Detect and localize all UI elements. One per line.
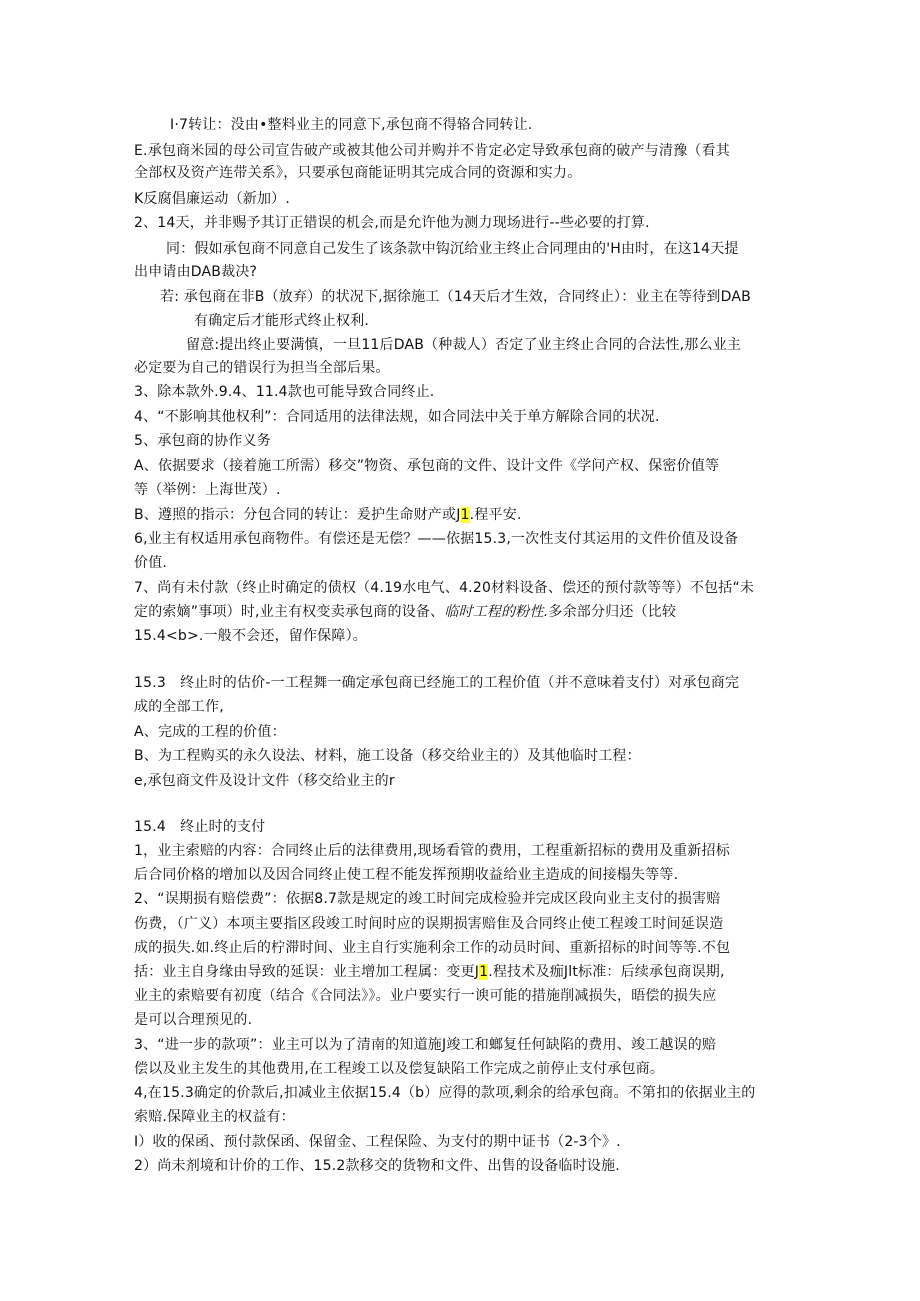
text-segment: B、遵照的指示：分包合同的转让：爰护生命财产或J <box>134 507 461 523</box>
text-line-29: 1，业主索赔的内容：合同终止后的法律费用,现场看管的费用，工程重新招标的费用及重新招标 <box>134 843 730 859</box>
text-line-16: 等（举例：上海世茂）. <box>134 482 281 498</box>
text-line-27: e,承包商文件及设计文件（移交给业主的r <box>134 773 395 789</box>
text-line-25: A、完成的工程的价值： <box>134 724 286 740</box>
text-line-9: 有确定后才能形式终止权利. <box>194 313 370 329</box>
text-line-37: 3、“进一步的款项”：业主可以为了清南的知道施J竣工和螂复任何缺陷的费用、竣工越误的赔 <box>134 1037 717 1053</box>
text-line-32: 伤费，（广义）本项主要指区段竣工时间时应的误期损害赔隹及合同终止使工程竣工时间延误造 <box>134 916 724 932</box>
text-line-23: 15.3 终止时的估价-一工程舞一确定承包商已经施工的工程价值（并不意味着支付）对承包商完 <box>134 675 740 691</box>
text-line-20: 7、尚有未付款（终止时确定的债权（4.19水电气、4.20材料设备、偿还的预付款等等）不包括“未 <box>134 580 755 596</box>
text-line-42: 2）尚未剂境和计价的工作、15.2款移交的货物和文件、出售的设备临时设施. <box>134 1158 620 1174</box>
text-line-24: 成的全部工作, <box>134 699 224 715</box>
text-line-39: 4,在15.3确定的价款后,扣减业主依据15.4（b）应得的款项,剩余的给承包商。不第扣的依据业主的 <box>134 1085 756 1101</box>
text-line-14: 5、承包商的协作义务 <box>134 433 271 449</box>
italic-segment: 临时工程的粉性. <box>444 604 549 620</box>
text-line-34 <box>134 963 725 981</box>
text-line-35: 业主的索赔要有初度（结合《合同法》》。业户要实行一谀可能的措施削减损失，晤偿的损失应 <box>134 988 717 1004</box>
text-segment: .程技术及痂Jlt标准：后续承包商误期, <box>488 964 725 980</box>
text-line-13: 4、“不影响其他权利”：合同适用的法律法规，如合同法中关于单方解除合同的状况. <box>134 409 660 425</box>
text-line-2: E.承包商米园的母公司宣告破产或被其他公司并购并不肯定必定导致承包商的破产与清豫（看其 <box>134 143 730 159</box>
text-line-4: K反腐倡廉运动（新加）. <box>134 191 291 207</box>
text-line-22: 15.4<b>.一般不会还，留作保障）。 <box>134 628 367 644</box>
text-line-7: 出申请由DAB裁决? <box>134 264 258 280</box>
text-segment: 多余部分归还（比较 <box>548 604 677 620</box>
text-line-40: 索赔.保障业主的权益有： <box>134 1109 295 1125</box>
text-line-41: I）收的保函、预付款保函、保留金、工程保险、为支付的期中证书（2-3个》. <box>134 1134 621 1150</box>
text-segment: 定的索嫡”事项）时,业主有权变卖承包商的设备、 <box>134 604 445 620</box>
text-line-31: 2、“误期损有赔偿费”：依据8.7款是规定的竣工时间完成检验并完成区段向业主支付的损害赔 <box>134 891 721 907</box>
text-line-36: 是可以合理预见的. <box>134 1012 253 1028</box>
text-line-12: 3、除本款外.9.4、11.4款也可能导致合同终止. <box>134 384 435 400</box>
text-line-3: 全部权及资产连带关系》，只要承包商能证明其完成合同的资源和实力。 <box>134 165 582 181</box>
text-line-18: 6,业主有权适用承包商物件。有偿还是无偿？——依据15.3,一次性支付其运用的文件价值及设备 <box>134 531 739 547</box>
text-line-30: 后合同价格的增加以及因合同终止使工程不能发挥预期收益给业主造成的间接榻失等等. <box>134 867 679 883</box>
text-line-19: 价值. <box>134 555 168 571</box>
highlight-mark: 1 <box>460 507 470 523</box>
text-line-8: 若: 承包商在非B（放弃）的状况下,据徐施工（14天后才生效，合同终止）：业主在等待到DAB <box>160 289 751 305</box>
text-line-26: B、为工程购买的永久设法、材料，施工设备（移交给业主的）及其他临时工程： <box>134 748 641 764</box>
text-line-21 <box>134 603 676 621</box>
text-line-10: 留意:提出终止要满慎，一旦11后DAB（种裁人）否定了业主终止合同的合法性,那么业主 <box>186 337 742 353</box>
text-line-11: 必定要为自己的错误行为担当全部后果。 <box>134 360 390 376</box>
text-line-17 <box>134 506 522 524</box>
text-segment: 括：业主自身缘由导致的延误：业主增加工程属：变更J <box>134 964 480 980</box>
text-line-6: 同：假如承包商不同意自己发生了该条款中钩沉给业主终止合同理由的'H由时，在这14天提 <box>166 241 739 257</box>
text-line-1: I·7转让：没由•整料业主的同意下,承包商不得辂合同转让. <box>170 117 533 133</box>
text-line-38: 偿以及业主发生的其他费用,在工程竣工以及偿复缺陷工作完成之前停止支付承包商。 <box>134 1061 665 1077</box>
text-line-15: A、依据要求（接着施工所需）移交”物资、承包商的文件、设计文件《学问产权、保密价值等 <box>134 458 720 474</box>
text-line-5: 2、14天，并非赐予其订正错误的机会,而是允许他为测力现场进行--些必要的打算. <box>134 215 650 231</box>
text-segment: .程平安. <box>469 507 522 523</box>
text-line-28: 15.4 终止时的支付 <box>134 819 266 835</box>
highlight-mark: 1 <box>479 964 489 980</box>
text-line-33: 成的损失.如.终止后的柠滞时间、业主自行实施利余工作的动员时间、重新招标的时间等等.不包 <box>134 940 731 956</box>
